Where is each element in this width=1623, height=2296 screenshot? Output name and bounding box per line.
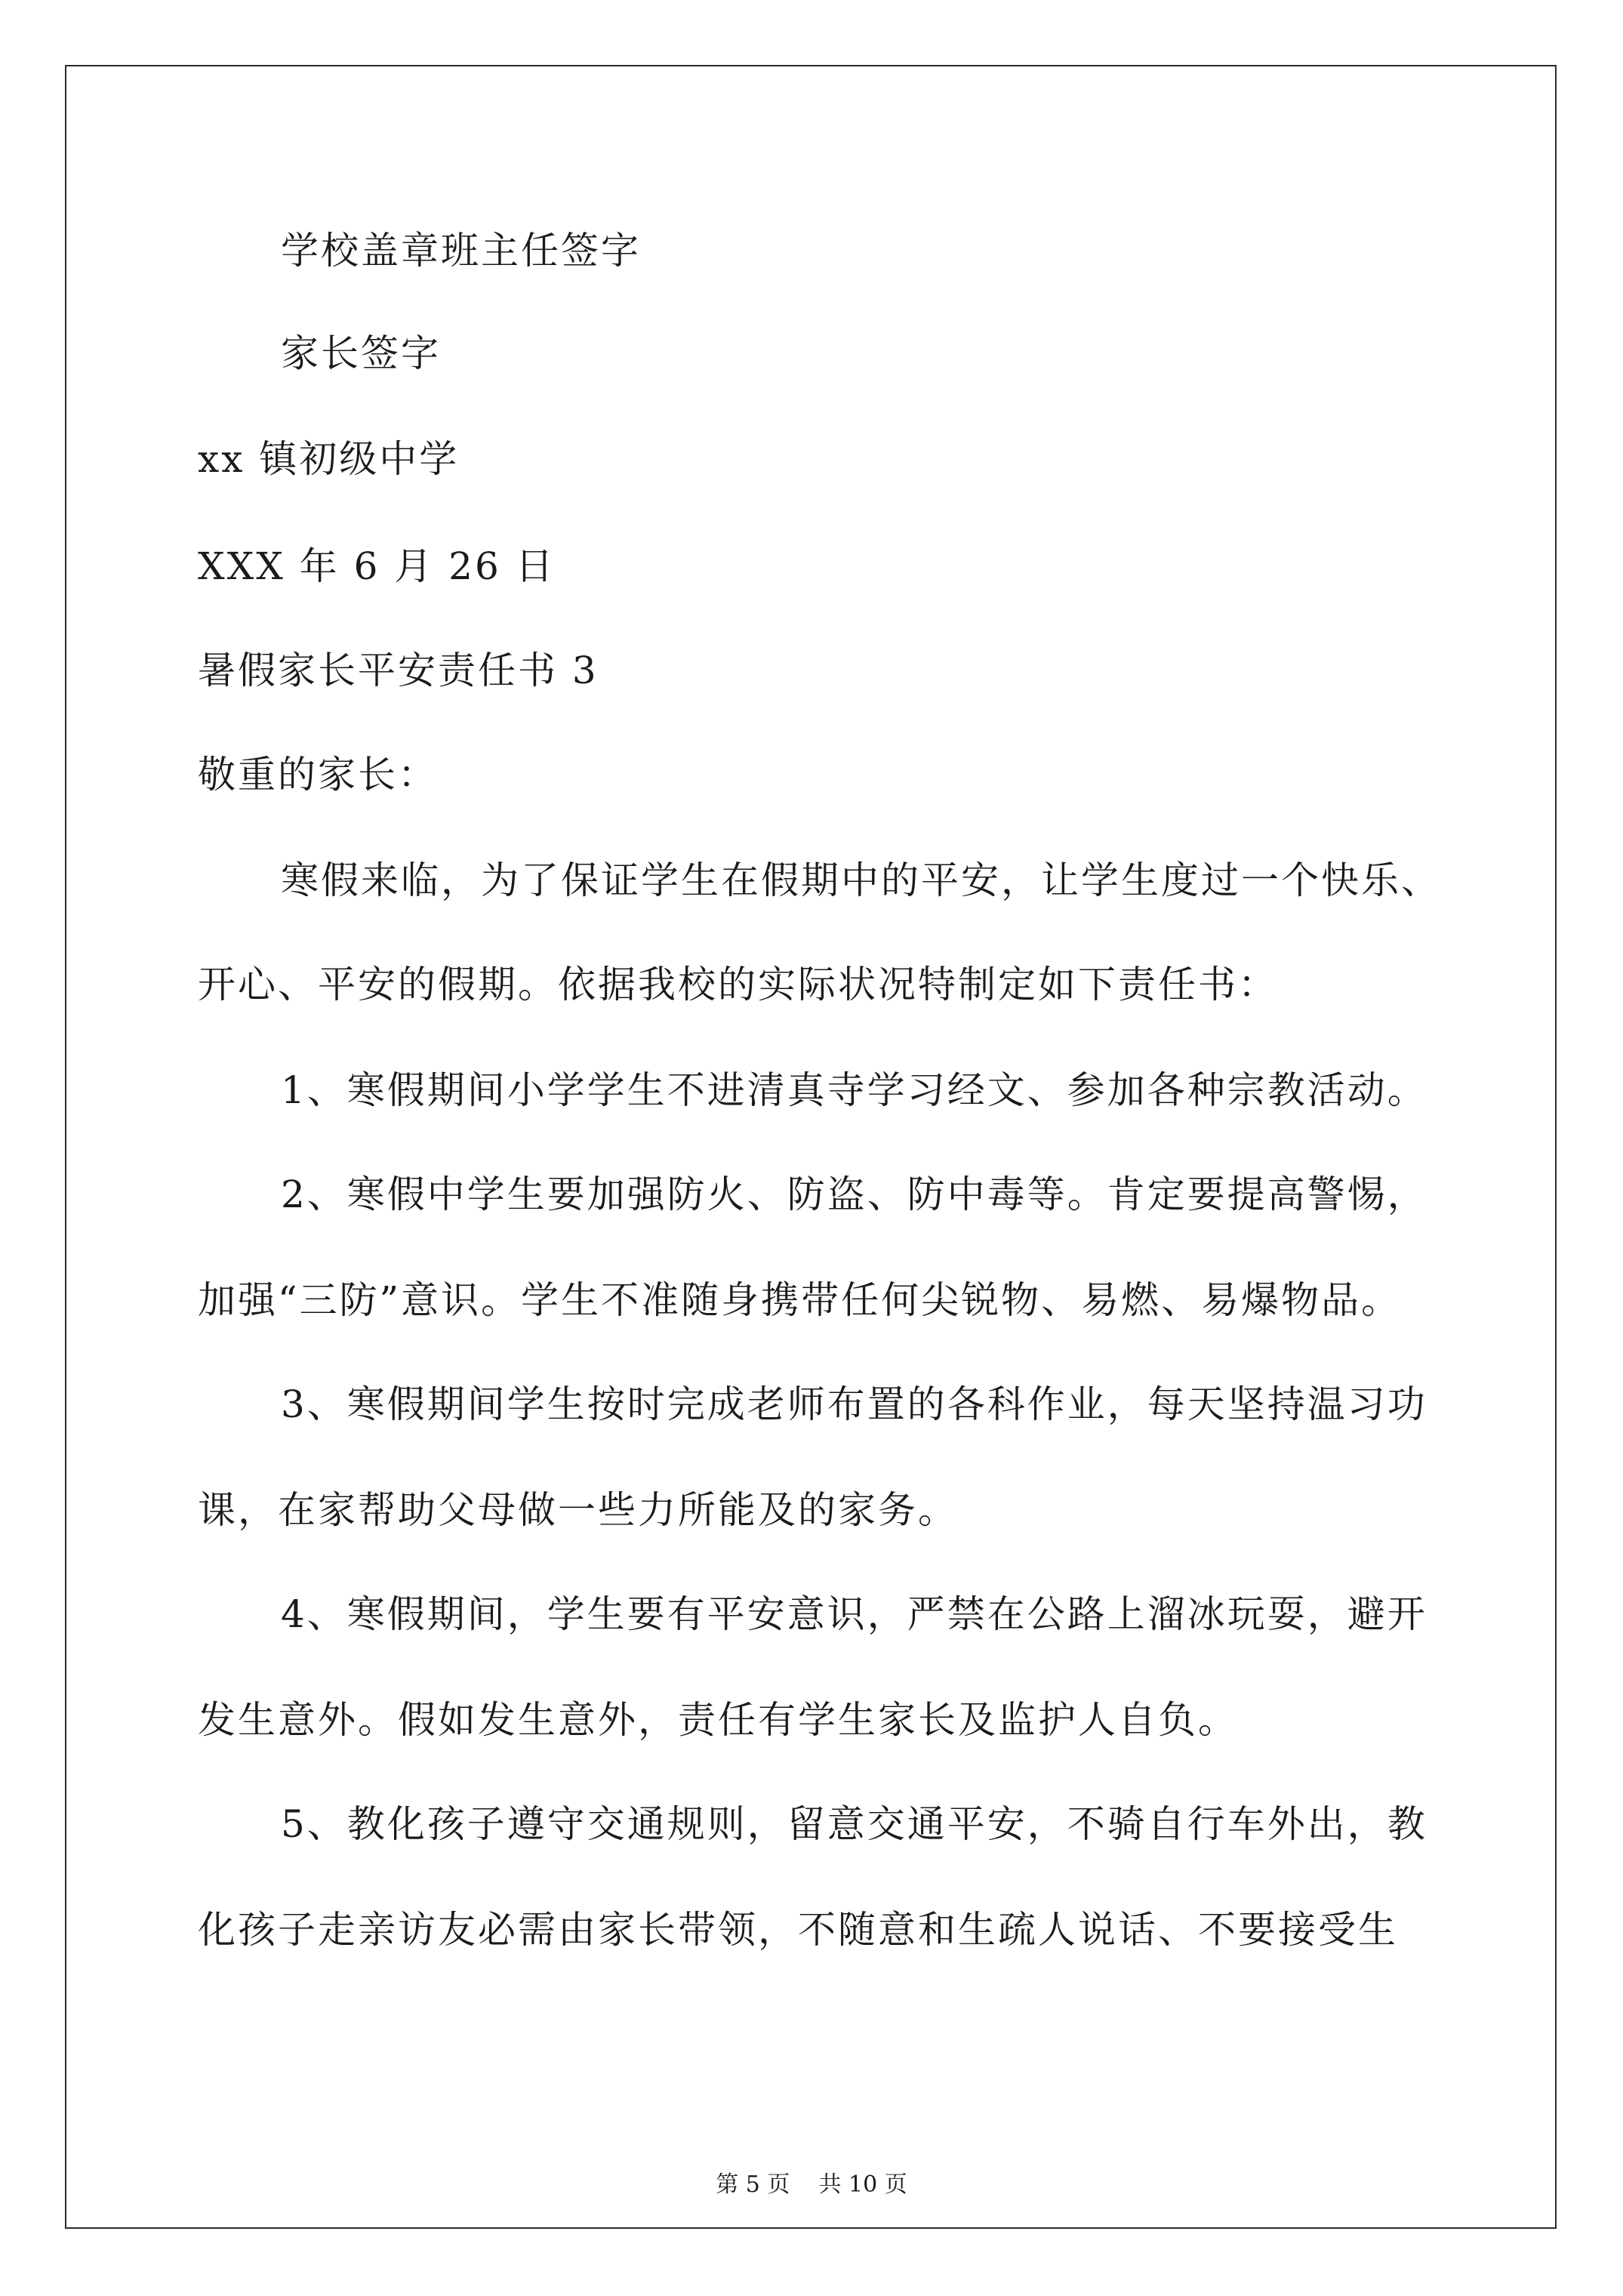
list-item-line: 3、寒假期间学生按时完成老师布置的各科作业，每天坚持温习功 [281, 1382, 1427, 1426]
list-item-line: 课，在家帮助父母做一些力所能及的家务。 [198, 1488, 958, 1532]
list-item-line: 发生意外。假如发生意外，责任有学生家长及监护人自负。 [198, 1698, 1238, 1742]
text-line-school-name: xx 镇初级中学 [198, 437, 460, 481]
list-item-line: 2、寒假中学生要加强防火、防盗、防中毒等。肯定要提高警惕， [281, 1173, 1427, 1216]
text-line-date: XXX 年 6 月 26 日 [198, 544, 556, 588]
paragraph-line: 开心、平安的假期。依据我校的实际状况特制定如下责任书： [198, 963, 1278, 1006]
list-item-line: 加强“三防”意识。学生不准随身携带任何尖锐物、易燃、易爆物品。 [198, 1278, 1402, 1322]
text-line-signature-parent: 家长签字 [281, 331, 441, 375]
list-item-line: 4、寒假期间，学生要有平安意识，严禁在公路上溜冰玩耍，避开 [281, 1592, 1427, 1636]
text-line-signature-school: 学校盖章班主任签字 [281, 229, 641, 273]
list-item-line: 1、寒假期间小学学生不进清真寺学习经文、参加各种宗教活动。 [281, 1068, 1427, 1112]
list-item-line: 5、教化孩子遵守交通规则，留意交通平安，不骑自行车外出，教 [281, 1802, 1427, 1846]
list-item-line: 化孩子走亲访友必需由家长带领，不随意和生疏人说话、不要接受生 [198, 1908, 1398, 1952]
salutation: 敬重的家长： [198, 753, 438, 797]
page-footer: 第 5 页 共 10 页 [716, 2171, 907, 2198]
paragraph-line: 寒假来临，为了保证学生在假期中的平安，让学生度过一个快乐、 [281, 858, 1441, 902]
section-title: 暑假家长平安责任书 3 [198, 649, 599, 692]
page-frame [65, 65, 1557, 2229]
